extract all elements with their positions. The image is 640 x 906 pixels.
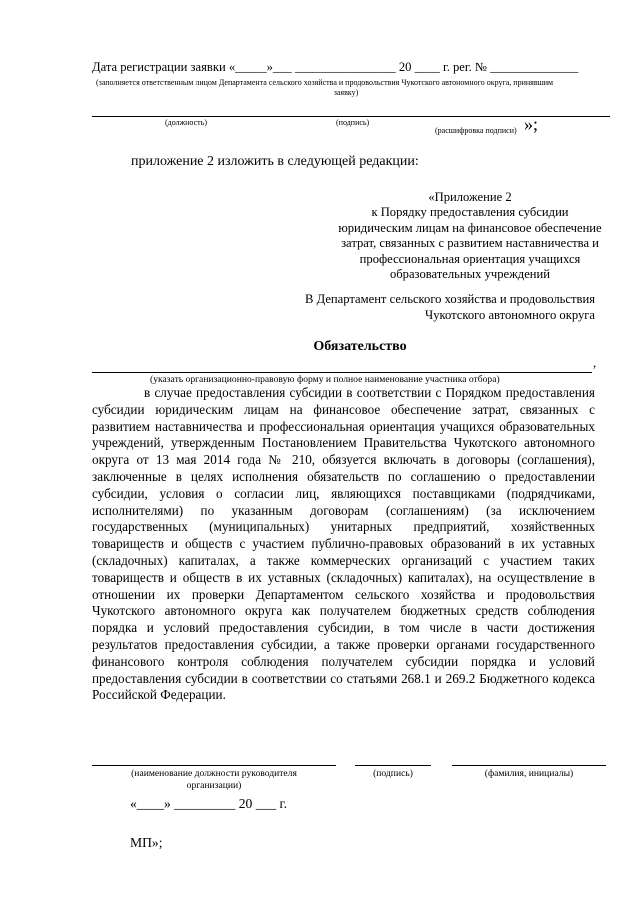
addressee-line: Чукотского автономного округа — [425, 308, 595, 322]
participant-comma: , — [593, 356, 597, 370]
commitment-text — [92, 385, 595, 704]
footer-position-caption-line: организации) — [186, 780, 242, 791]
footer-signature-caption: (подпись) — [373, 768, 413, 779]
participant-hint: (указать организационно-правовую форму и полное наименование участника отбора) — [150, 374, 500, 385]
commitment-paragraph: в случае предоставления субсидии в соответствии с Порядком предоставления субсидии юридическим лицам на финансовое обеспечение затрат, связанных с развитием наставничества и профессиональная ориентация учащихся образовательных учреждений, утвержденным Постановлением Правительства Чукотского автономного округа от 13 мая 2014 года № 210, обязуется включать в договоры (соглашения), заключенные в целях исполнения обязательств по соглашению о предоставлении субсидии, условия о согласии лиц, являющихся поставщиками (подрядчиками, исполнителями) по указанным договорам (соглашениям) (за исключением государственных (муниципальных) унитарных предприятий, хозяйственных товариществ и обществ с участием публично-правовых образований в их уставных (складочных) капиталах, а также коммерческих организаций с участием таких товариществ и обществ в их уставных (складочных) капиталах), на осуществление в отношении их проверки Департаментом сельского хозяйства и продовольствия Чукотского автономного округа как получателем бюджетных средств соблюдения порядка и условий предоставления субсидии, в том числе в части достижения результатов предоставления субсидии, а также проверки органами государственного финансового контроля соблюдения получателем субсидии порядка и условий предоставления субсидии в соответствии со статьями 268.1 и 269.2 Бюджетного кодекса Российской Федерации. — [92, 385, 595, 703]
footer-stamp: МП»; — [130, 835, 163, 850]
addressee-line: В Департамент сельского хозяйства и продовольствия — [305, 292, 595, 306]
footer-name-caption: (фамилия, инициалы) — [484, 768, 574, 779]
footer-position-caption — [92, 768, 336, 792]
registration-note-cont: заявку) — [333, 88, 359, 97]
registration-note: (заполняется ответственным лицом Департамента сельского хозяйства и продовольствия Чукотского автономного округа, принявшим — [96, 78, 554, 87]
position-caption: (должность) — [165, 118, 207, 127]
appendix-heading — [320, 190, 620, 282]
appendix-line: юридическим лицам на финансовое обеспечение — [338, 220, 602, 235]
addressee — [250, 291, 595, 323]
appendix-line: профессиональная ориентация учащихся — [359, 251, 581, 266]
footer-date: «____» _________ 20 ___ г. — [130, 796, 287, 811]
page-title: Обязательство — [313, 339, 407, 354]
decoding-caption: (расшифровка подписи) — [435, 126, 517, 135]
appendix-line: образовательных учреждений — [389, 267, 551, 282]
instruction-text: приложение 2 изложить в следующей редакции: — [131, 154, 419, 169]
footer-signature-rule — [355, 765, 431, 766]
registration-line: Дата регистрации заявки «_____»___ ________________ 20 ____ г. рег. № ______________ — [92, 60, 579, 74]
footer-position-caption-line: (наименование должности руководителя — [131, 768, 297, 779]
signature-caption: (подпись) — [336, 118, 370, 127]
footer-position-rule — [92, 765, 336, 766]
appendix-line: «Приложение 2 — [428, 190, 512, 204]
footer-name-rule — [452, 765, 606, 766]
quote-close: »; — [524, 114, 539, 134]
participant-rule — [92, 372, 592, 373]
appendix-line: к Порядку предоставления субсидии — [371, 205, 569, 220]
appendix-line: затрат, связанных с развитием наставничества и — [341, 236, 599, 251]
